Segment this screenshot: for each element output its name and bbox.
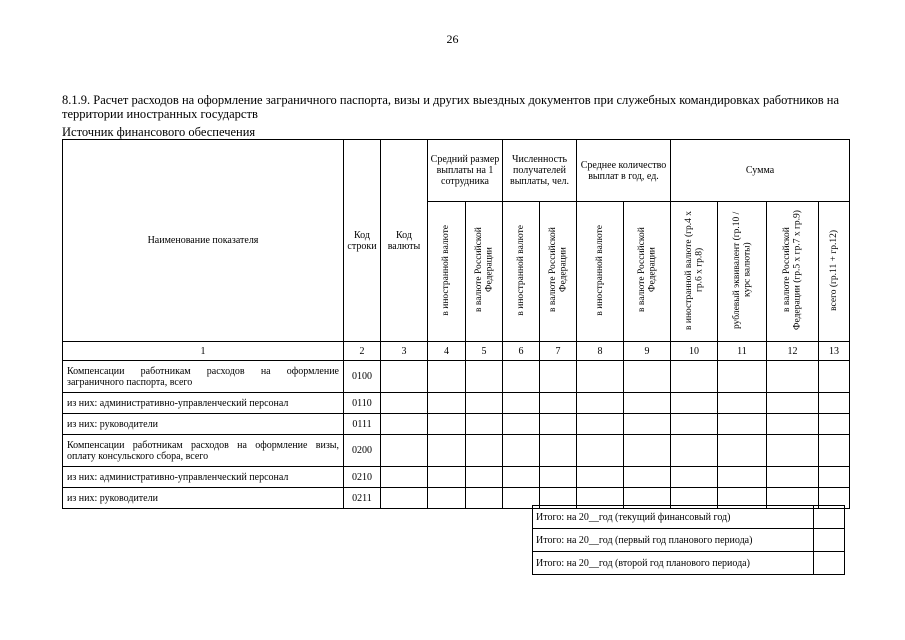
page-number: 26 — [446, 32, 459, 46]
column-number: 7 — [540, 342, 577, 361]
data-cell[interactable] — [466, 435, 503, 467]
data-cell[interactable] — [624, 435, 671, 467]
column-number: 10 — [671, 342, 718, 361]
subheader-col-10 — [671, 202, 718, 342]
data-cell[interactable] — [466, 488, 503, 509]
row-name: из них: административно-управленческий персонал — [63, 467, 344, 488]
data-cell[interactable] — [624, 361, 671, 393]
data-cell[interactable] — [503, 467, 540, 488]
totals-row — [533, 529, 845, 552]
row-code: 0100 — [344, 361, 381, 393]
data-cell[interactable] — [466, 361, 503, 393]
data-cell[interactable] — [428, 467, 466, 488]
subheader-col-11-text: рублевый эквивалент (гр.10 / курс валюты) — [731, 211, 752, 329]
subheader-col-4-text: в иностранной валюте — [441, 224, 452, 316]
subheader-col-9 — [624, 202, 671, 342]
data-cell[interactable] — [671, 435, 718, 467]
subheader-col-7 — [540, 202, 577, 342]
section-title: 8.1.9. Расчет расходов на оформление заграничного паспорта, визы и других выездных документов при служебных командировках работников на территории иностранных государств — [62, 93, 840, 121]
data-cell[interactable] — [381, 361, 428, 393]
row-code: 0110 — [344, 393, 381, 414]
row-code: 0211 — [344, 488, 381, 509]
subheader-col-12 — [767, 202, 819, 342]
data-cell[interactable] — [466, 467, 503, 488]
subheader-col-8-text: в иностранной валюте — [594, 224, 605, 316]
data-cell[interactable] — [767, 414, 819, 435]
column-numbers-row — [63, 342, 850, 361]
totals-value-cell[interactable] — [814, 552, 845, 575]
funding-source-label: Источник финансового обеспечения — [62, 125, 256, 139]
data-cell[interactable] — [503, 435, 540, 467]
totals-row — [533, 506, 845, 529]
data-cell[interactable] — [503, 393, 540, 414]
data-cell[interactable] — [671, 414, 718, 435]
data-cell[interactable] — [381, 488, 428, 509]
data-cell[interactable] — [767, 435, 819, 467]
data-cell[interactable] — [428, 435, 466, 467]
header-currency-code: Код валюты — [381, 140, 428, 342]
row-code: 0210 — [344, 467, 381, 488]
data-cell[interactable] — [577, 435, 624, 467]
subheader-col-8 — [577, 202, 624, 342]
data-cell[interactable] — [718, 435, 767, 467]
totals-label: Итого: на 20__год (текущий финансовый год) — [533, 506, 814, 529]
data-cell[interactable] — [466, 393, 503, 414]
subheader-col-11 — [718, 202, 767, 342]
data-cell[interactable] — [540, 435, 577, 467]
row-name: из них: руководители — [63, 414, 344, 435]
data-cell[interactable] — [540, 467, 577, 488]
data-cell[interactable] — [767, 393, 819, 414]
data-cell[interactable] — [718, 393, 767, 414]
data-cell[interactable] — [577, 361, 624, 393]
data-cell[interactable] — [819, 414, 850, 435]
data-cell[interactable] — [381, 435, 428, 467]
column-number: 2 — [344, 342, 381, 361]
data-cell[interactable] — [671, 361, 718, 393]
data-cell[interactable] — [503, 414, 540, 435]
column-number: 1 — [63, 342, 344, 361]
data-cell[interactable] — [381, 467, 428, 488]
data-cell[interactable] — [624, 414, 671, 435]
header-sum: Сумма — [671, 140, 850, 202]
column-number: 4 — [428, 342, 466, 361]
header-avg-payment: Средний размер выплаты на 1 сотрудника — [428, 140, 503, 202]
data-cell[interactable] — [624, 467, 671, 488]
subheader-col-9-text: в валюте Российской Федерации — [636, 227, 657, 313]
table-row — [63, 435, 850, 467]
header-avg-count: Среднее количество выплат в год, ед. — [577, 140, 671, 202]
data-cell[interactable] — [624, 393, 671, 414]
data-cell[interactable] — [819, 393, 850, 414]
data-cell[interactable] — [503, 361, 540, 393]
data-cell[interactable] — [540, 361, 577, 393]
column-number: 6 — [503, 342, 540, 361]
row-name: из них: руководители — [63, 488, 344, 509]
column-number: 12 — [767, 342, 819, 361]
subheader-col-6-text: в иностранной валюте — [515, 224, 526, 316]
subheader-col-13 — [819, 202, 850, 342]
table-row — [63, 393, 850, 414]
data-cell[interactable] — [428, 414, 466, 435]
totals-value-cell[interactable] — [814, 506, 845, 529]
data-cell[interactable] — [428, 361, 466, 393]
column-number: 13 — [819, 342, 850, 361]
row-name: Компенсации работникам расходов на оформление визы, оплату консульского сбора, всего — [63, 435, 344, 467]
data-cell[interactable] — [819, 361, 850, 393]
data-cell[interactable] — [540, 414, 577, 435]
subheader-col-10-text: в иностранной валюте (гр.4 х гр.6 х гр.8) — [683, 210, 704, 330]
subheader-col-12-text: в валюте Российской Федерации (гр.5 х гр.7 х гр.9) — [782, 210, 803, 330]
row-name: Компенсации работникам расходов на оформление заграничного паспорта, всего — [63, 361, 344, 393]
data-cell[interactable] — [428, 393, 466, 414]
data-cell[interactable] — [819, 435, 850, 467]
column-number: 5 — [466, 342, 503, 361]
totals-label: Итого: на 20__год (второй год планового периода) — [533, 552, 814, 575]
subheader-col-7-text: в валюте Российской Федерации — [547, 227, 568, 313]
row-name: из них: административно-управленческий персонал — [63, 393, 344, 414]
data-cell[interactable] — [718, 414, 767, 435]
totals-label: Итого: на 20__год (первый год планового периода) — [533, 529, 814, 552]
column-number: 11 — [718, 342, 767, 361]
column-number: 3 — [381, 342, 428, 361]
column-number: 8 — [577, 342, 624, 361]
header-recipients: Численность получателей выплаты, чел. — [503, 140, 577, 202]
data-cell[interactable] — [577, 414, 624, 435]
data-cell[interactable] — [381, 414, 428, 435]
data-cell[interactable] — [819, 467, 850, 488]
data-cell[interactable] — [767, 361, 819, 393]
data-cell[interactable] — [540, 393, 577, 414]
data-cell[interactable] — [671, 393, 718, 414]
totals-table — [532, 505, 845, 575]
subheader-col-13-text: всего (гр.11 + гр.12) — [828, 229, 839, 311]
totals-value-cell[interactable] — [814, 529, 845, 552]
data-cell[interactable] — [466, 414, 503, 435]
data-cell[interactable] — [577, 393, 624, 414]
data-cell[interactable] — [428, 488, 466, 509]
subheader-col-6 — [503, 202, 540, 342]
data-cell[interactable] — [381, 393, 428, 414]
column-number: 9 — [624, 342, 671, 361]
subheader-col-4 — [428, 202, 466, 342]
header-line-code: Код строки — [344, 140, 381, 342]
table-row — [63, 361, 850, 393]
expense-table — [62, 139, 850, 509]
data-cell[interactable] — [767, 467, 819, 488]
data-cell[interactable] — [577, 467, 624, 488]
data-cell[interactable] — [671, 467, 718, 488]
subheader-col-5 — [466, 202, 503, 342]
totals-row — [533, 552, 845, 575]
table-row — [63, 467, 850, 488]
row-code: 0111 — [344, 414, 381, 435]
subheader-col-5-text: в валюте Российской Федерации — [473, 227, 494, 313]
header-name: Наименование показателя — [63, 140, 344, 342]
data-cell[interactable] — [718, 361, 767, 393]
row-code: 0200 — [344, 435, 381, 467]
data-cell[interactable] — [718, 467, 767, 488]
table-row — [63, 414, 850, 435]
